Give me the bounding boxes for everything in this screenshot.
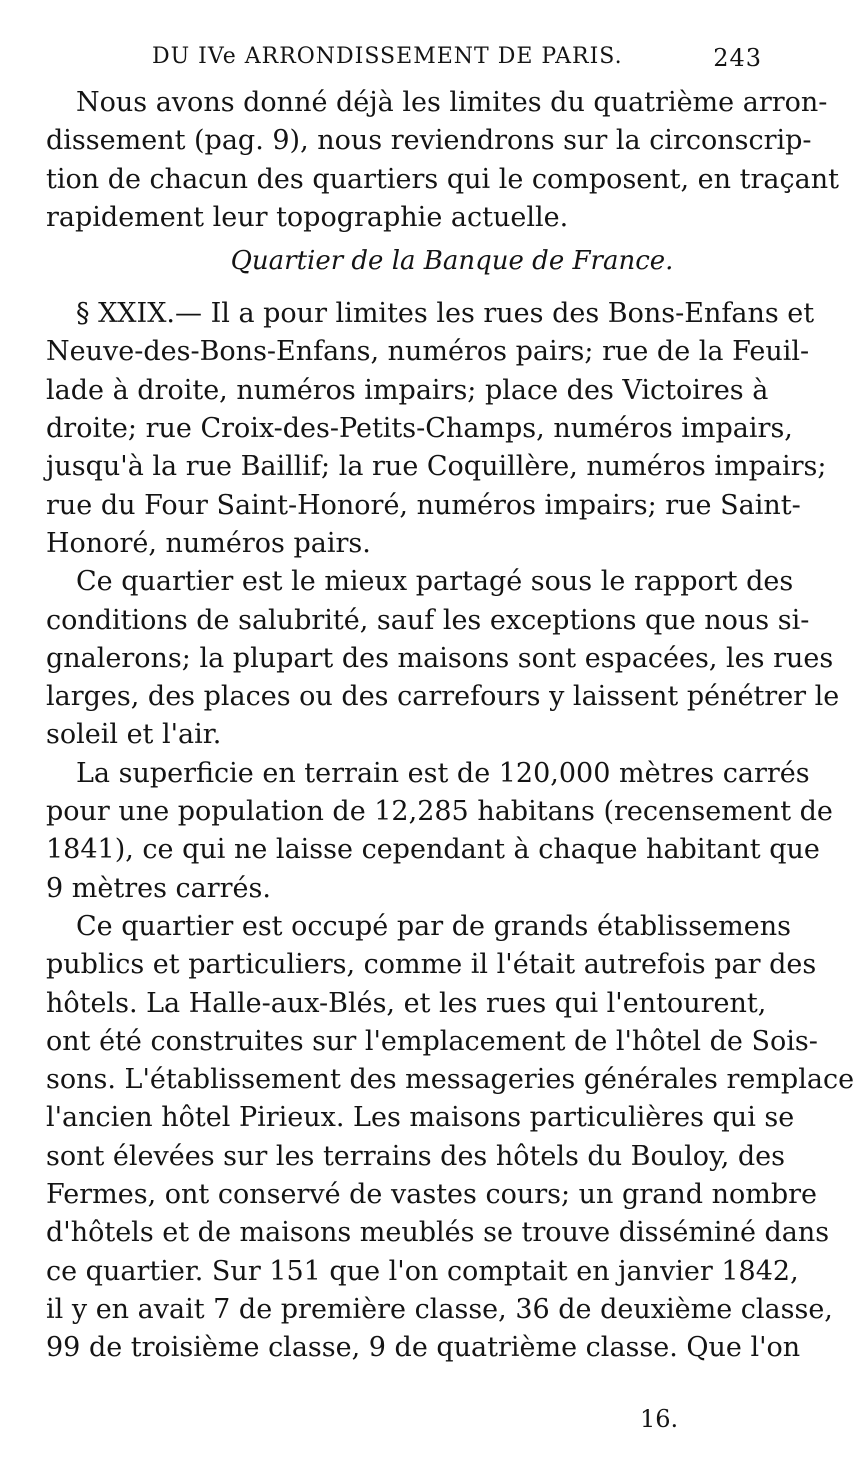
text-line: ce quartier. Sur 151 que l'on comptait en janvier 1842,	[46, 1255, 799, 1287]
text-line: § XXIX.— Il a pour limites les rues des Bons-Enfans et	[76, 298, 815, 330]
text-line: dissement (pag. 9), nous reviendrons sur la circonscrip-	[46, 125, 812, 157]
text-line: gnalerons; la plupart des maisons sont espacées, les rues	[46, 642, 834, 674]
text-line: 1841), ce qui ne laisse cependant à chaque habitant que	[46, 834, 820, 866]
text-line: rue du Four Saint-Honoré, numéros impairs; rue Saint-	[46, 489, 801, 521]
running-header	[44, 38, 762, 78]
text-line: La superficie en terrain est de 120,000 mètres carrés	[76, 757, 810, 789]
text-line: rapidement leur topographie actuelle.	[46, 201, 569, 233]
text-line: il y en avait 7 de première classe, 36 de deuxième classe,	[46, 1293, 833, 1325]
text-line: 99 de troisième classe, 9 de quatrième classe. Que l'on	[46, 1332, 801, 1364]
signature-mark: 16.	[640, 1405, 679, 1433]
text-line: Honoré, numéros pairs.	[46, 527, 371, 559]
text-line: 9 mètres carrés.	[46, 872, 271, 904]
text-line: ont été construites sur l'emplacement de l'hôtel de Sois-	[46, 1025, 818, 1057]
page-number: 243	[713, 44, 762, 72]
text-line: publics et particuliers, comme il l'était autrefois par des	[46, 949, 817, 981]
text-line: conditions de salubrité, sauf les exceptions que nous si-	[46, 604, 810, 636]
text-line: droite; rue Croix-des-Petits-Champs, numéros impairs,	[46, 413, 793, 445]
text-line: pour une population de 12,285 habitans (recensement de	[46, 796, 833, 828]
text-line: tion de chacun des quartiers qui le composent, en traçant	[46, 163, 839, 195]
text-line: sont élevées sur les terrains des hôtels du Bouloy, des	[46, 1140, 785, 1172]
text-line: sons. L'établissement des messageries générales remplace	[46, 1064, 854, 1096]
text-line: Neuve-des-Bons-Enfans, numéros pairs; rue de la Feuil-	[46, 336, 810, 368]
text-line: Nous avons donné déjà les limites du quatrième arron-	[76, 87, 828, 118]
section-heading: Quartier de la Banque de France.	[230, 246, 674, 277]
text-line: Ce quartier est occupé par de grands établissemens	[76, 910, 791, 942]
text-line: Fermes, ont conservé de vastes cours; un grand nombre	[46, 1179, 817, 1211]
text-line: hôtels. La Halle-aux-Blés, et les rues qui l'entourent,	[46, 987, 767, 1019]
text-line: jusqu'à la rue Baillif; la rue Coquillère, numéros impairs;	[46, 451, 827, 483]
text-line: larges, des places ou des carrefours y laissent pénétrer le	[46, 681, 840, 713]
text-line: d'hôtels et de maisons meublés se trouve disséminé dans	[46, 1217, 830, 1249]
page-body	[46, 84, 854, 1368]
text-line: Ce quartier est le mieux partagé sous le rapport des	[76, 566, 794, 598]
text-line: soleil et l'air.	[46, 719, 222, 751]
text-line: lade à droite, numéros impairs; place des Victoires à	[46, 374, 769, 406]
text-line: l'ancien hôtel Pirieux. Les maisons particulières qui se	[46, 1102, 795, 1134]
running-title: DU IVe ARRONDISSEMENT DE PARIS.	[152, 44, 623, 69]
